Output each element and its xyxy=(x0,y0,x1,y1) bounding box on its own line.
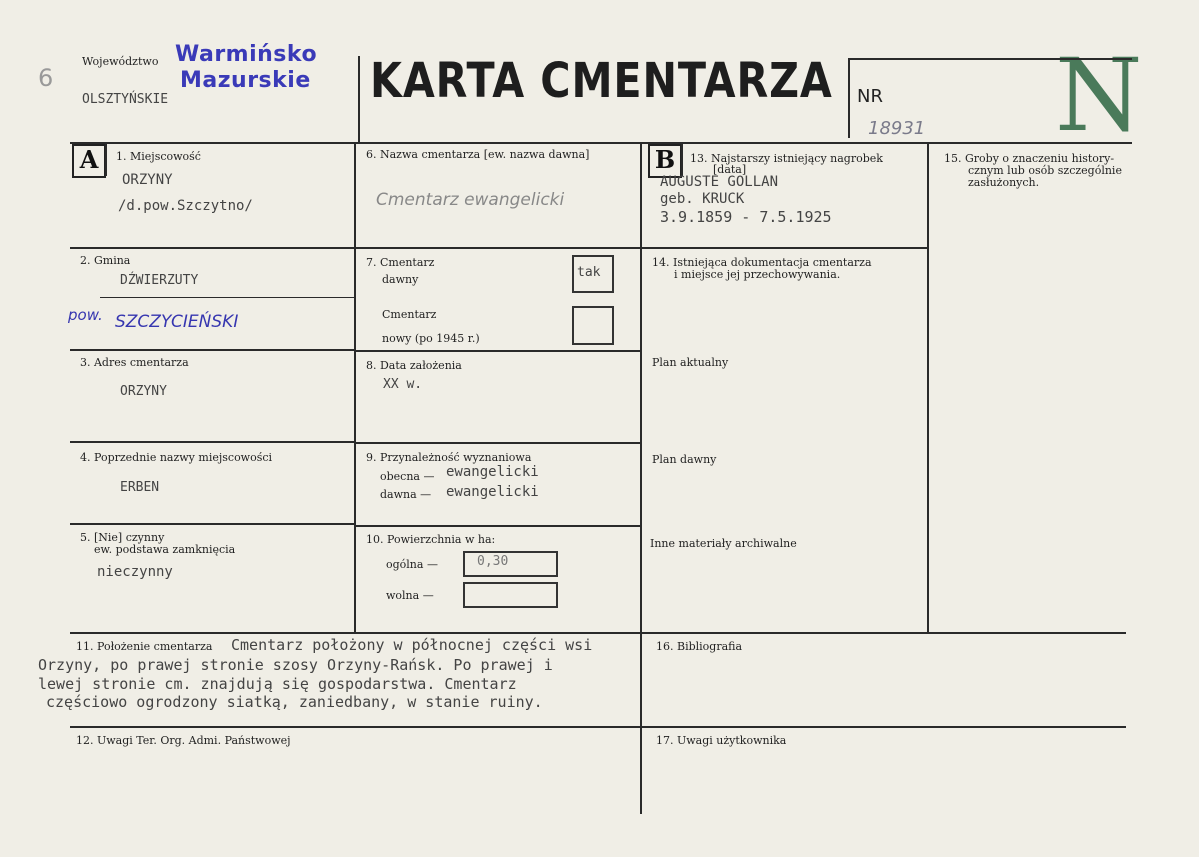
old-cemetery-checkbox-value: tak xyxy=(577,265,601,280)
divider xyxy=(70,632,1126,634)
voivodeship-label: Województwo xyxy=(82,55,159,68)
stamp-letter: N xyxy=(1055,37,1143,154)
divider xyxy=(354,247,640,249)
divider xyxy=(354,442,640,444)
divider xyxy=(640,142,642,632)
field-11-line2: Orzyny, po prawej stronie szosy Orzyny-Rańsk. Po prawej i xyxy=(38,656,553,674)
field-7-label-line1: 7. Cmentarz xyxy=(366,256,435,269)
plan-current-label: Plan aktualny xyxy=(652,356,729,369)
divider xyxy=(70,441,354,443)
divider xyxy=(70,523,354,525)
field-9-current-label: obecna — xyxy=(380,470,435,483)
field-9-former-value: ewangelicki xyxy=(446,484,539,500)
field-11-line3: lewej stronie cm. znajdują się gospodarstwa. Cmentarz xyxy=(38,675,517,693)
field-13-value-line2: geb. KRUCK xyxy=(660,191,745,207)
divider xyxy=(640,632,642,814)
voivodeship-stamp-line1: Warmińsko xyxy=(175,42,318,67)
field-1-value-line2: /d.pow.Szczytno/ xyxy=(118,198,253,214)
old-cemetery-checkbox[interactable] xyxy=(572,255,614,293)
field-15-label-line1: 15. Groby o znaczeniu history- xyxy=(944,152,1115,165)
field-17-label: 17. Uwagi użytkownika xyxy=(656,734,787,747)
divider xyxy=(681,144,683,176)
field-1-label: 1. Miejscowość xyxy=(116,150,201,163)
margin-number: 6 xyxy=(38,64,54,92)
field-12-label: 12. Uwagi Ter. Org. Admi. Państwowej xyxy=(76,734,291,747)
section-letter-b: B xyxy=(648,144,682,178)
field-13-label-line1: 13. Najstarszy istniejący nagrobek xyxy=(690,152,883,165)
field-10-free-label: wolna — xyxy=(386,589,434,602)
field-8-label: 8. Data założenia xyxy=(366,359,462,372)
field-2-hand-value: SZCZYCIEŃSKI xyxy=(115,312,239,332)
divider xyxy=(70,142,1132,144)
divider xyxy=(358,56,360,144)
field-7b-label-line1: Cmentarz xyxy=(382,308,437,321)
divider xyxy=(354,525,640,527)
field-9-current-value: ewangelicki xyxy=(446,464,539,480)
nr-value: 18931 xyxy=(868,118,926,139)
field-14-label-line2: i miejsce jej przechowywania. xyxy=(674,268,841,281)
field-9-former-label: dawna — xyxy=(380,488,432,501)
field-9-label: 9. Przynależność wyznaniowa xyxy=(366,451,532,464)
divider xyxy=(100,297,354,298)
divider xyxy=(848,58,850,138)
field-2-label: 2. Gmina xyxy=(80,254,131,267)
field-15-label-line2: cznym lub osób szczególnie xyxy=(968,164,1122,177)
field-3-label: 3. Adres cmentarza xyxy=(80,356,189,369)
nr-label: NR xyxy=(857,86,883,107)
field-7b-label-line2: nowy (po 1945 r.) xyxy=(382,332,480,345)
field-5-label-line1: 5. [Nie] czynny xyxy=(80,531,165,544)
section-letter-a: A xyxy=(72,144,106,178)
field-2-value: DŹWIERZUTY xyxy=(120,273,199,288)
voivodeship-typed: OLSZTYŃSKIE xyxy=(82,92,169,107)
field-15-label-line3: zasłużonych. xyxy=(968,176,1040,189)
field-11-line4: częściowo ogrodzony siatką, zaniedbany, w stanie ruiny. xyxy=(46,693,543,711)
divider xyxy=(354,350,640,352)
field-13-value-line1: AUGUSTE GOLLAN xyxy=(660,174,779,190)
field-11-label: 11. Położenie cmentarza xyxy=(76,640,213,653)
field-4-label: 4. Poprzednie nazwy miejscowości xyxy=(80,451,273,464)
plan-former-label: Plan dawny xyxy=(652,453,717,466)
field-1-value-line1: ORZYNY xyxy=(122,172,173,188)
voivodeship-stamp-line2: Mazurskie xyxy=(180,68,311,93)
card-title: KARTA CMENTARZA xyxy=(370,53,833,109)
divider xyxy=(640,247,927,249)
field-4-value: ERBEN xyxy=(120,480,160,495)
divider xyxy=(354,142,356,632)
area-total-value: 0,30 xyxy=(477,554,509,569)
field-8-value: XX w. xyxy=(383,377,423,392)
field-11-line1: Cmentarz położony w północnej części wsi xyxy=(231,636,593,654)
divider xyxy=(105,144,107,176)
divider xyxy=(927,142,929,632)
field-6-label: 6. Nazwa cmentarza [ew. nazwa dawna] xyxy=(366,148,590,161)
area-free-field[interactable] xyxy=(463,582,558,608)
field-10-label: 10. Powierzchnia w ha: xyxy=(366,533,496,546)
other-materials-label: Inne materiały archiwalne xyxy=(650,537,797,550)
divider xyxy=(70,247,354,249)
divider xyxy=(70,349,354,351)
field-3-value: ORZYNY xyxy=(120,384,167,399)
field-2-hand-prefix: pow. xyxy=(68,306,103,324)
divider xyxy=(70,726,1126,728)
field-5-value: nieczynny xyxy=(97,564,173,580)
field-7-label-line2: dawny xyxy=(382,273,419,286)
new-cemetery-checkbox[interactable] xyxy=(572,306,614,345)
field-13-label-line2: [data] xyxy=(713,163,747,176)
area-total-field[interactable] xyxy=(463,551,558,577)
field-14-label-line1: 14. Istniejąca dokumentacja cmentarza xyxy=(652,256,872,269)
field-5-label-line2: ew. podstawa zamknięcia xyxy=(94,543,236,556)
field-10-total-label: ogólna — xyxy=(386,558,438,571)
field-13-value-line3: 3.9.1859 - 7.5.1925 xyxy=(660,208,832,226)
field-16-label: 16. Bibliografia xyxy=(656,640,743,653)
field-6-hand: Cmentarz ewangelicki xyxy=(376,190,565,210)
divider xyxy=(848,58,1132,60)
